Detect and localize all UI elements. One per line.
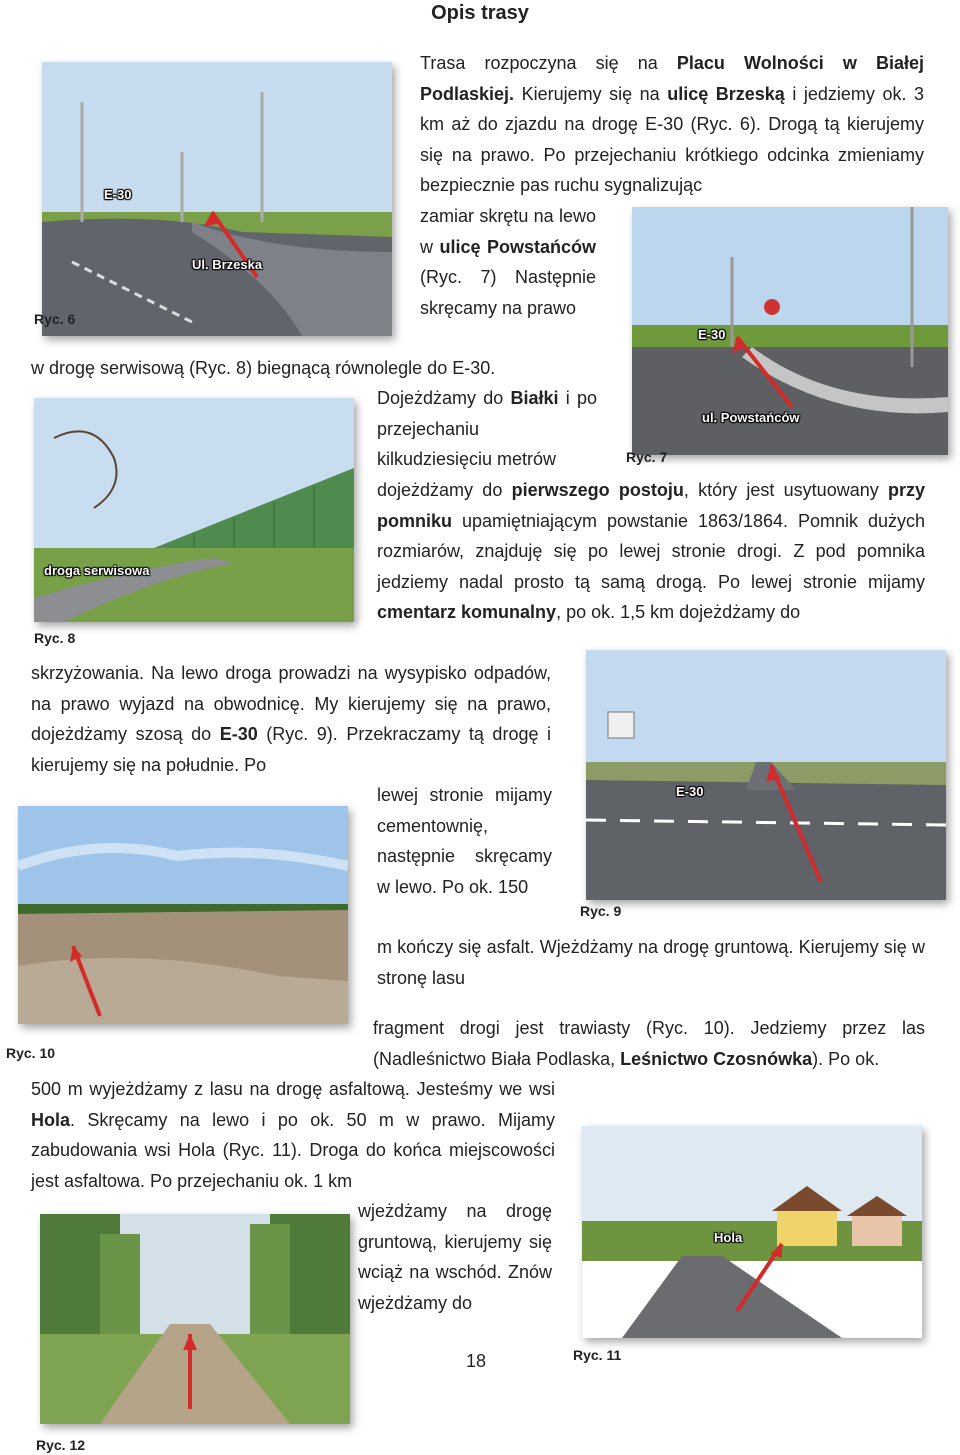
caption-ryc-10: Ryc. 10 [6,1045,56,1061]
photo-label-village: Hola [714,1230,743,1245]
paragraph-1: Trasa rozpoczyna się na Placu Wolności w Białej Podlaskiej. Kierujemy się na ulicę Brzeską i jedziemy ok. 3 km aż do zjazdu na drogę E-30 (Ryc. 6). Drogą tą kierujemy się na prawo. Po przejechaniu krótkiego odcinka zmieniamy bezpiecznie pas ruchu sygnalizując [420,53,924,195]
photo-ryc-7 [632,207,948,455]
page-number: 18 [466,1351,487,1371]
photo-label-street: ul. Powstańców [702,410,800,425]
photo-ryc-8 [34,398,354,622]
paragraph-10: 500 m wyjeżdżamy z lasu na drogę asfaltową. Jesteśmy we wsi Hola. Skręcamy na lewo i po ok. 50 m w prawo. Mijamy zabudowania wsi Hola (Ryc. 11). Droga do końca miejscowości jest asfaltowa. Po przejechaniu ok. 1 km [31,1079,555,1191]
paragraph-3: w drogę serwisową (Ryc. 8) biegnącą równolegle do E-30. [31,358,496,378]
caption-ryc-6: Ryc. 6 [34,311,76,327]
photo-ryc-10 [18,806,348,1024]
caption-ryc-11: Ryc. 11 [573,1347,622,1363]
photo-ryc-6 [42,62,392,336]
paragraph-6: skrzyżowania. Na lewo droga prowadzi na wysypisko odpadów, na prawo wyjazd na obwodnicę. My kierujemy się na prawo, dojeżdżamy szosą do E-30 (Ryc. 9). Przekraczamy tą drogę i kierujemy się na południe. Po [31,663,552,775]
photo-label-street: Ul. Brzeska [192,257,263,272]
paragraph-5: dojeżdżamy do pierwszego postoju, który jest usytuowany przy pomniku upamiętniającym powstanie 1863/1864. Pomnik dużych rozmiarów, znajduję się po lewej stronie drogi. Z pod pomnika jedziemy nadal prosto tą samą drogą. Po lewej stronie mijamy cmentarz komunalny, po ok. 1,5 km dojeżdżamy do [377,480,926,622]
page-title: Opis trasy [431,2,529,24]
paragraph-2: zamiar skrętu na lewo w ulicę Powstańców (Ryc. 7) Następnie skręcamy na prawo [420,206,596,318]
paragraph-8: m kończy się asfalt. Wjeżdżamy na drogę gruntową. Kierujemy się w stronę lasu [377,937,925,988]
photo-ryc-11 [582,1126,922,1338]
paragraph-11: wjeżdżamy na drogę gruntową, kierujemy się wciąż na wschód. Znów wjeżdżamy do [358,1201,552,1313]
caption-ryc-12: Ryc. 12 [36,1437,86,1453]
paragraph-7: lewej stronie mijamy cementownię, następnie skręcamy w lewo. Po ok. 150 [377,785,552,897]
photo-ryc-9 [586,650,946,900]
paragraph-9: fragment drogi jest trawiasty (Ryc. 10). Jedziemy przez las (Nadleśnictwo Biała Podlaska, Leśnictwo Czosnówka). Po ok. [373,1018,925,1069]
photo-label-road: E-30 [698,327,726,342]
photo-label-road: E-30 [104,187,132,202]
caption-ryc-9: Ryc. 9 [580,903,622,919]
photo-ryc-12 [40,1214,350,1424]
paragraph-4: Dojeżdżamy do Białki i po przejechaniu kilkudziesięciu metrów [377,388,597,469]
caption-ryc-7: Ryc. 7 [626,449,668,465]
photo-label-road: droga serwisowa [44,563,150,578]
photo-label-road: E-30 [676,784,704,799]
caption-ryc-8: Ryc. 8 [34,630,76,646]
